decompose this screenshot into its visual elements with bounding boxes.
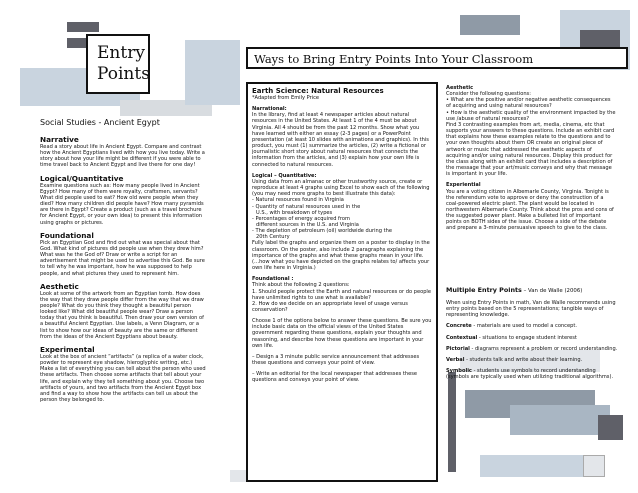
multiple-entry-points — [446, 286, 618, 380]
earth-science-box — [246, 82, 438, 482]
logical-item: different sources in the U.S. and Virginia — [256, 221, 359, 228]
logical-intro: Using data from an almanac or other trustworthy source, create or reproduce at least 4 graphs using Excel to show each of the following (you may need more graphs to best illustrate this data): — [252, 178, 430, 198]
experiential-heading: Experiential — [446, 182, 481, 189]
logical-item: - The depletion of petroleum (oil) worldwide during the — [252, 228, 392, 235]
mep-item-label: Symbolic — [446, 368, 472, 375]
deco-block — [583, 455, 605, 477]
section-heading-logical: Logical/Quantitative — [40, 173, 124, 183]
aesthetic-body: Find 3 contrasting examples from art, media, cinema, etc that supports your answers to these questions. Include an exhibit card that explains how these examples relate to the questions and to your own thoughts about them OR create an original piece of artwork or music that addressed the aesthetic aspects of acquiring and/or using natural resources. Display this product for the class along with an exhibit card that includes a description of the message that your art/music conveys and why that message is important in your life. — [446, 121, 615, 178]
logical-item: 20th Century — [256, 234, 290, 241]
aesthetic-question: • What are the positive and/or negative aesthetic consequences of acquiring and using natural resources? — [446, 97, 611, 110]
subject-heading: Social Studies - Ancient Egypt — [40, 118, 160, 127]
mep-item-label: Contextual — [446, 334, 478, 341]
mep-item-label: Concrete — [446, 323, 472, 330]
deco-block — [480, 455, 590, 477]
foundational-intro: Think about the following 2 questions: — [252, 282, 350, 289]
mep-item-text: - situations to engage student interest — [477, 334, 577, 341]
mep-heading-suffix: – Van de Walle (2006) — [521, 288, 583, 294]
logical-item: - Percentages of energy acquired from — [252, 215, 350, 222]
section-body-narrative: Read a story about life in Ancient Egypt. Compare and contrast how the Ancient Egyptians lived with how you live today. Write a story about how your life might be different if you were able to time travel back to Ancient Egypt and live there for one day! — [40, 144, 205, 169]
section-body-aesthetic: Look at some of the artwork from an Egyptian tomb. How does the way that they draw people differ from the way that we draw people? What do you think they thought a beautiful person looked like? What did beautiful people wear? Draw a person today that you think is beautiful. Then draw your own version of a beautiful Ancient Egyptian. Use labels, a Venn Diagram, or a list to show how our ideas of beauty are the same or different from the ideas of the Ancient Egyptians about beauty. — [40, 290, 204, 340]
adapted-credit: *Adapted from Emily Price — [252, 95, 320, 101]
left-column — [40, 118, 206, 403]
logical-item: U.S., with breakdown of types — [256, 209, 333, 216]
mep-intro: When using Entry Points in math, Van de Walle recommends using entry points based on the 5 representations; tangible ways of representing knowledge. — [446, 300, 616, 319]
section-heading-foundational: Foundational — [40, 230, 94, 240]
banner-title: Ways to Bring Entry Points Into Your Classroom — [254, 52, 534, 66]
section-heading-narrative: Narrative — [40, 135, 79, 144]
title-box — [86, 34, 150, 94]
mep-item-label: Verbal — [446, 356, 465, 363]
aesthetic-heading: Aesthetic — [446, 85, 474, 91]
banner-box — [246, 47, 628, 69]
mep-heading — [446, 286, 618, 295]
option-editorial: – Write an editorial for the local newspaper that addresses these questions and conveys your point of view. — [252, 371, 417, 384]
section-body-foundational: Pick an Egyptian God and find out what was special about that God. What kind of pictures did people use when they drew him? What was he the God of? Draw or write a script for an advertisement that might be used to advertise this God. Be sure to tell why he was important, how he was supposed to help people, and what pictures they used to represent him. — [40, 239, 205, 277]
mep-item-label: Pictorial — [446, 345, 470, 352]
deco-block — [460, 15, 520, 35]
deco-block — [598, 415, 623, 440]
deco-block — [510, 405, 610, 435]
logical-outro: Fully label the graphs and organize them on a poster to display in the classroom. On the poster, also include 2 paragraphs explaining the importance of the graphs and what these graphs mean in your life. (…how what you have depicted on the graphs relates to/ affects your own life here in Virginia.) — [252, 240, 430, 272]
logical-item: - Quantity of natural resources used in the — [252, 203, 361, 210]
foundational-questions: 1. Should people protect the Earth and natural resources or do people have unlimited rights to use what is available? 2. How do we decide on an appropriate level of usage versus conservation? — [252, 288, 431, 313]
mep-item — [446, 368, 618, 380]
section-body-logical: Examine questions such as: How many people lived in Ancient Egypt? How many of them were royalty, craftsmen, servants? What did people used to eat? How old were people when they died? How many children did people have? How many pyramids are there in Egypt? Create a product (such as a travel brochure for Ancient Egypt, or your own idea) to present this information using graphs or pictures. — [40, 182, 204, 226]
right-column — [446, 85, 616, 232]
mep-item-text: - diagrams represent a problem or record understanding. — [469, 345, 618, 352]
logical-heading: Logical – Quantitative: — [252, 172, 317, 179]
logical-item: - Natural resources found in Virginia — [252, 197, 344, 204]
foundational-choose: Choose 1 of the options below to answer these questions. Be sure you include basic data on the official views of the United States government regarding these questions, explain your thoughts and reasoning, and describe how these questions are important in your own life. — [252, 318, 432, 349]
aesthetic-intro: Consider the following questions: — [446, 91, 531, 98]
narrational-heading: Narrational: — [252, 106, 287, 113]
page-title-line1: Entry — [97, 43, 145, 63]
mep-item-text: - students use symbols to record understanding (symbols are typically used when utilizing traditional algorithms). — [446, 368, 614, 381]
mep-item-text: - students talk and write about their learning. — [464, 356, 583, 363]
deco-block — [67, 22, 99, 32]
earth-science-heading: Earth Science: Natural Resources — [252, 87, 384, 95]
mep-item-text: - materials are used to model a concept. — [471, 323, 577, 330]
foundational-heading: Foundational : — [252, 276, 294, 283]
option-psa: – Design a 3 minute public service announcement that addresses these questions and conveys your point of view. — [252, 353, 420, 367]
mep-item — [446, 346, 618, 352]
experiential-body: You are a voting citizen in Albemarle County, Virginia. Tonight is the referendum vote to approve or deny the construction of a coal-powered electric plant. The plant would be located in northwestern Albemarle County. Think about the pros and cons of the suggested power plant. Make a bulleted list of important points on BOTH sides of the issue. Choose a side of the debate and prepare a 3-minute persuasive speech to give to the class. — [446, 188, 614, 232]
section-heading-aesthetic: Aesthetic — [40, 281, 79, 291]
aesthetic-question: • How is the aesthetic quality of the environment impacted by the use /abuse of natural resources? — [446, 109, 616, 122]
section-body-experimental: Look at the box of ancient “artifacts” (a replica of a water clock, powder to represent eye shadow, hieroglyphic writing, etc.) Make a list of everything you can tell about the person who used these artifacts. Then choose some artifacts that tell about your life, and explain why they tell something about you. Choose two artifacts of yours, and two artifacts from the Ancient Egypt box and find a way to show how the artifacts can tell us about the person they belonged to. — [40, 353, 206, 403]
narrational-body: In the library, find at least 4 newspaper articles about natural resources in the United States. At least 1 of the 4 must be about Virginia. All 4 should be from the past 12 months. Show what you have learned with either an essay (2-3 pages) or a PowerPoint presentation (at least 10 slides with animations and graphics). In this product, you must (1) summarize the articles, (2) write a fictional or journalistic short story about natural resources that connects the information from the articles, and (3) explain how your own life is connected to natural resources. — [252, 112, 429, 168]
section-heading-experimental: Experimental — [40, 344, 95, 354]
mep-heading-main: Multiple Entry Points — [446, 286, 522, 294]
deco-block — [448, 372, 456, 472]
deco-block — [185, 40, 240, 105]
page-title-line2: Points — [97, 64, 150, 84]
